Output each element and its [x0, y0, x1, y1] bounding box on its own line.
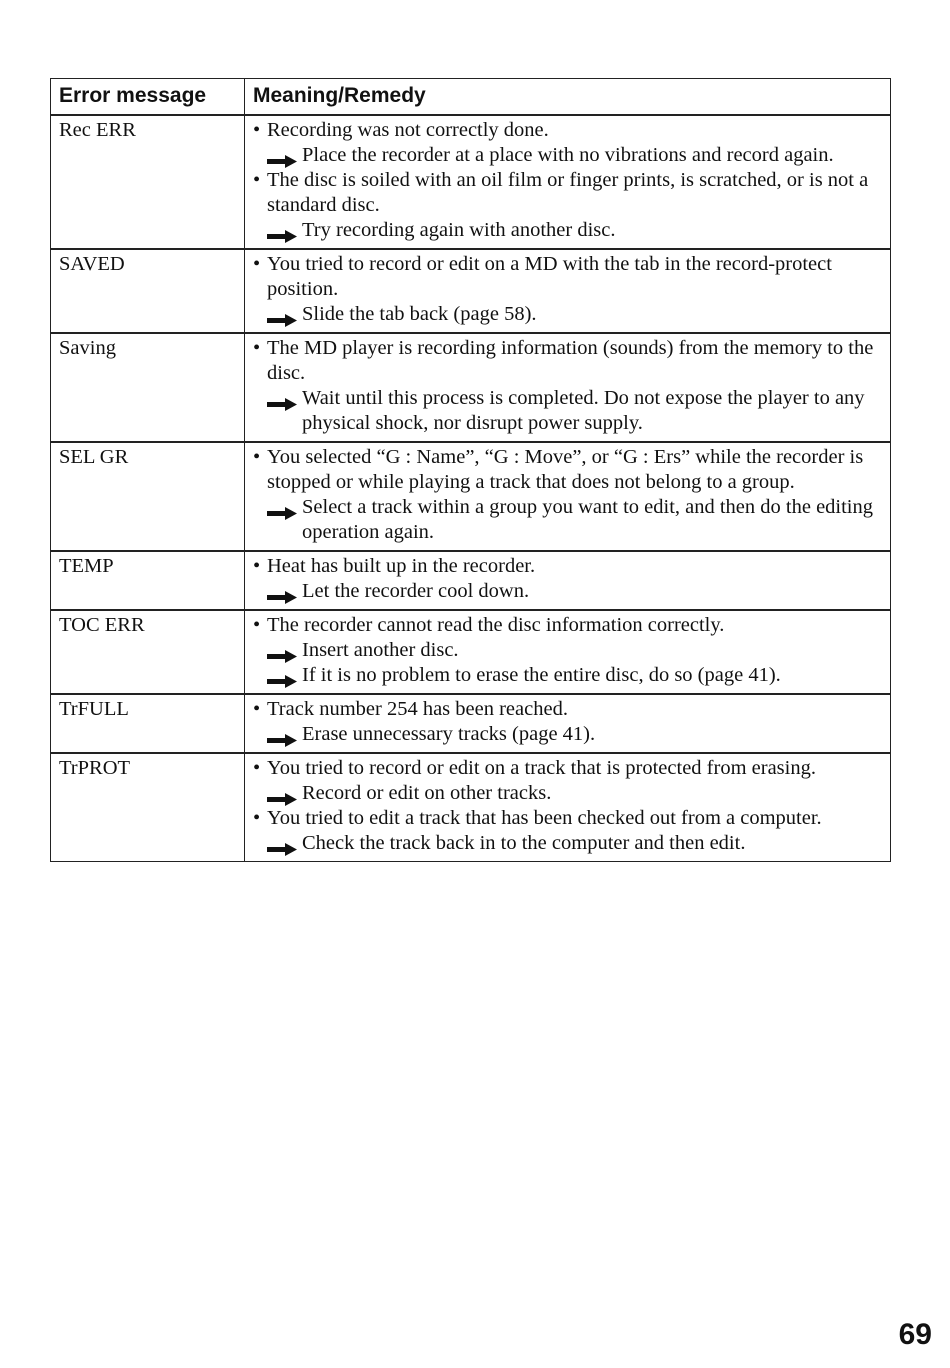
error-code-cell: TrFULL — [51, 694, 245, 753]
remedy-line — [253, 386, 882, 436]
meaning-bullet — [253, 445, 882, 495]
error-code-cell: TOC ERR — [51, 610, 245, 694]
remedy-line — [253, 218, 882, 243]
right-arrow-icon — [267, 645, 297, 658]
meaning-bullet — [253, 756, 882, 781]
meaning-bullet — [253, 252, 882, 302]
meaning-bullet — [253, 168, 882, 218]
right-arrow-icon — [267, 670, 297, 683]
meaning-text: The MD player is recording information (sounds) from the memory to the disc. — [267, 337, 874, 384]
remedy-text: Place the recorder at a place with no vibrations and record again. — [302, 144, 834, 166]
remedy-line — [253, 781, 882, 806]
meaning-text: The recorder cannot read the disc information correctly. — [267, 614, 725, 636]
meaning-text: Track number 254 has been reached. — [267, 698, 568, 720]
remedy-text: Let the recorder cool down. — [302, 580, 530, 602]
table-row — [51, 115, 891, 249]
error-code-cell: Rec ERR — [51, 115, 245, 249]
error-code-cell: TEMP — [51, 551, 245, 610]
meaning-remedy-cell — [245, 551, 891, 610]
remedy-text: Erase unnecessary tracks (page 41). — [302, 723, 596, 745]
right-arrow-icon — [267, 502, 297, 515]
table-body — [51, 115, 891, 862]
right-arrow-icon — [267, 788, 297, 801]
error-code-cell: TrPROT — [51, 753, 245, 862]
remedy-line — [253, 495, 882, 545]
remedy-line — [253, 638, 882, 663]
remedy-text: Select a track within a group you want to edit, and then do the editing operation again. — [302, 496, 874, 543]
meaning-text: You selected “G : Name”, “G : Move”, or “G : Ers” while the recorder is stopped or while playing a track that does not belong to a group. — [267, 446, 864, 493]
table-row — [51, 249, 891, 333]
table-header-row — [51, 79, 891, 116]
remedy-text: If it is no problem to erase the entire disc, do so (page 41). — [302, 664, 781, 686]
right-arrow-icon — [267, 309, 297, 322]
meaning-text: The disc is soiled with an oil film or finger prints, is scratched, or is not a standard disc. — [267, 169, 869, 216]
remedy-line — [253, 663, 882, 688]
table-row — [51, 610, 891, 694]
remedy-text: Wait until this process is completed. Do not expose the player to any physical shock, nor disrupt power supply. — [302, 387, 865, 434]
table-row — [51, 442, 891, 551]
meaning-bullet — [253, 697, 882, 722]
remedy-line — [253, 302, 882, 327]
right-arrow-icon — [267, 393, 297, 406]
meaning-remedy-cell — [245, 249, 891, 333]
meaning-remedy-cell — [245, 115, 891, 249]
remedy-text: Try recording again with another disc. — [302, 219, 616, 241]
right-arrow-icon — [267, 150, 297, 163]
remedy-line — [253, 579, 882, 604]
meaning-text: You tried to edit a track that has been checked out from a computer. — [267, 807, 822, 829]
meaning-bullet — [253, 554, 882, 579]
meaning-bullet — [253, 806, 882, 831]
meaning-bullet — [253, 613, 882, 638]
remedy-line — [253, 831, 882, 856]
header-meaning-remedy: Meaning/Remedy — [245, 79, 891, 116]
right-arrow-icon — [267, 225, 297, 238]
remedy-text: Record or edit on other tracks. — [302, 782, 552, 804]
meaning-text: You tried to record or edit on a track that is protected from erasing. — [267, 757, 816, 779]
remedy-line — [253, 722, 882, 747]
error-code-cell: Saving — [51, 333, 245, 442]
table-row — [51, 551, 891, 610]
error-code-cell: SAVED — [51, 249, 245, 333]
error-code-cell: SEL GR — [51, 442, 245, 551]
remedy-text: Slide the tab back (page 58). — [302, 303, 537, 325]
page-number: 69 — [898, 1318, 932, 1351]
meaning-text: You tried to record or edit on a MD with the tab in the record-protect position. — [267, 253, 832, 300]
remedy-text: Insert another disc. — [302, 639, 459, 661]
meaning-remedy-cell — [245, 610, 891, 694]
remedy-text: Check the track back in to the computer and then edit. — [302, 832, 746, 854]
meaning-text: Recording was not correctly done. — [267, 119, 549, 141]
table-row — [51, 753, 891, 862]
meaning-remedy-cell — [245, 694, 891, 753]
right-arrow-icon — [267, 838, 297, 851]
table-row — [51, 333, 891, 442]
meaning-remedy-cell — [245, 442, 891, 551]
right-arrow-icon — [267, 586, 297, 599]
meaning-remedy-cell — [245, 333, 891, 442]
remedy-line — [253, 143, 882, 168]
right-arrow-icon — [267, 729, 297, 742]
meaning-text: Heat has built up in the recorder. — [267, 555, 536, 577]
header-error-message: Error message — [51, 79, 245, 116]
meaning-bullet — [253, 118, 882, 143]
meaning-remedy-cell — [245, 753, 891, 862]
table-row — [51, 694, 891, 753]
meaning-bullet — [253, 336, 882, 386]
error-message-table — [50, 78, 891, 862]
